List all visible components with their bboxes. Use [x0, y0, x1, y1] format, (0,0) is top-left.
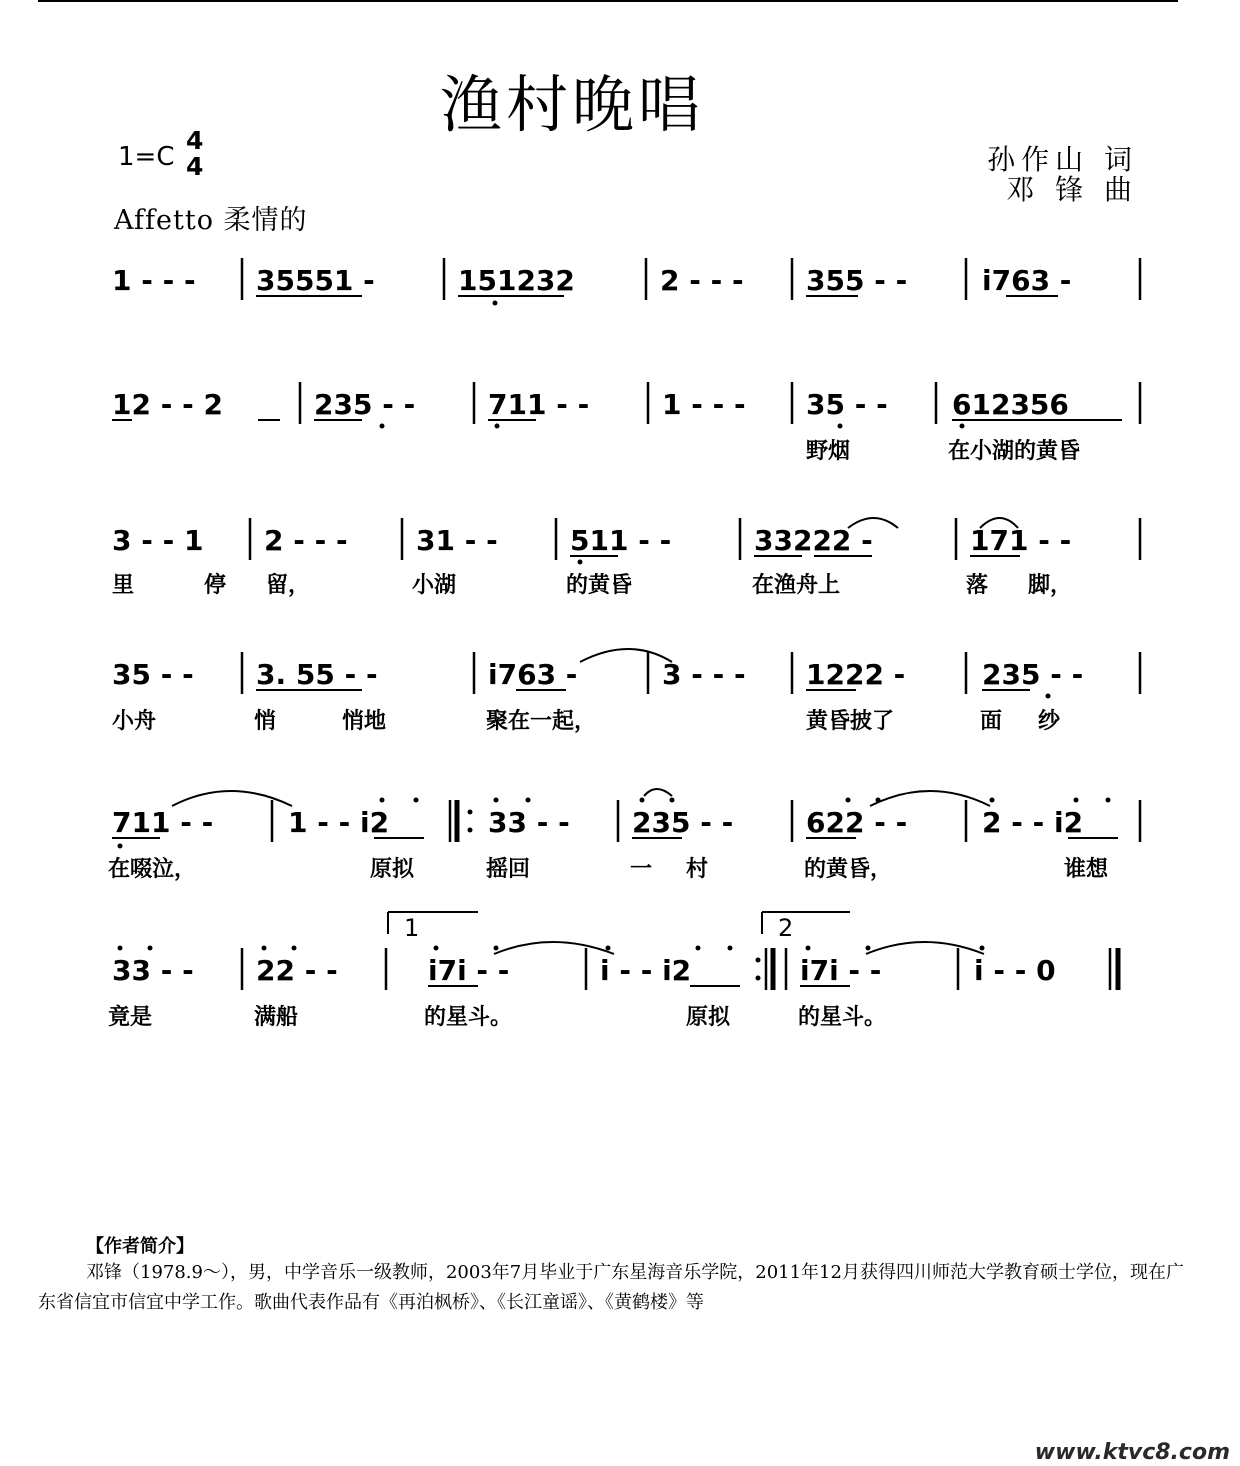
measure: i7i - - — [800, 954, 882, 987]
lyric: 停 — [204, 572, 227, 598]
tempo-marking: Affetto 柔情的 — [114, 205, 308, 236]
lyric: 小湖 — [412, 572, 457, 598]
lyric: 黄昏披了 — [806, 708, 895, 734]
lyric: 摇回 — [486, 856, 531, 882]
measure: i763 - — [488, 658, 578, 691]
lyric: 原拟 — [686, 1004, 731, 1030]
lyric: 一 — [630, 856, 653, 882]
measure: 22 - - — [256, 954, 338, 987]
lyric: 在啜泣， — [108, 856, 197, 882]
measure: 622 - - — [806, 806, 908, 839]
measure: 35 - - — [112, 658, 194, 691]
measure: 33 - - — [112, 954, 194, 987]
lyric: 村 — [686, 856, 709, 882]
measure: i - - i2 — [600, 954, 692, 987]
lyric: 留， — [266, 572, 311, 598]
lyric: 悄 — [254, 708, 277, 734]
lyricist-credit: 孙作山 词 — [987, 143, 1138, 176]
lyric: 的黄昏， — [804, 856, 893, 882]
lyric: 面 — [980, 708, 1003, 734]
bio-text: 邓锋（1978.9～），男，中学音乐一级教师，2003年7月毕业于广东星海音乐学院，2011年12月获得四川师范大学教育硕士学位，现在广东省信宜市信宜中学工作。歌曲代表作品有《再泊枫桥》、《长江童谣》、《黄鹤楼》等 — [38, 1262, 1184, 1313]
measure: 355 - - — [806, 264, 908, 297]
score-row-5 — [108, 789, 1140, 882]
lyric: 竟是 — [108, 1004, 153, 1030]
lyric: 的黄昏 — [566, 572, 633, 598]
time-sig-bottom: 4 — [186, 152, 204, 181]
lyric: 在渔舟上 — [752, 572, 841, 598]
lyric: 里 — [112, 572, 135, 598]
score-row-2 — [112, 382, 1140, 464]
measure: 35 - - — [806, 388, 888, 421]
volta-2-label: 2 — [778, 914, 794, 942]
lyric: 脚， — [1028, 572, 1073, 598]
score-row-4 — [112, 649, 1140, 734]
lyric: 悄地 — [342, 708, 387, 734]
lyric: 野烟 — [806, 438, 851, 464]
watermark: www.ktvc8.com — [1034, 1440, 1230, 1465]
measure: 35551 - — [256, 264, 375, 297]
measure: i - - 0 — [974, 954, 1056, 987]
lyric: 纱 — [1038, 708, 1061, 734]
measure: 33222 - — [754, 524, 873, 557]
measure: i763 - — [982, 264, 1072, 297]
score-row-3 — [112, 518, 1140, 598]
measure: 1 - - - — [112, 264, 196, 297]
lyric: 的星斗。 — [798, 1004, 887, 1030]
lyric: 落 — [966, 572, 989, 598]
measure: 31 - - — [416, 524, 498, 557]
lyric: 原拟 — [370, 856, 415, 882]
measure: 2 - - i2 — [982, 806, 1084, 839]
lyric: 的星斗。 — [424, 1004, 513, 1030]
measure: 33 - - — [488, 806, 570, 839]
measure: 511 - - — [570, 524, 672, 557]
time-sig-top: 4 — [186, 126, 204, 155]
lyric: 在小湖的黄昏 — [948, 438, 1081, 464]
score-row-1 — [112, 258, 1140, 306]
measure: 612356 — [952, 388, 1069, 421]
lyric: 谁想 — [1064, 856, 1109, 882]
measure: 235 - - — [982, 658, 1084, 691]
song-title: 渔村晚唱 — [440, 68, 705, 141]
bio-heading: 【作者简介】 — [86, 1236, 194, 1257]
measure: 1 - - i2 — [288, 806, 390, 839]
score-row-6 — [108, 912, 1118, 1030]
measure: 711 - - — [112, 806, 214, 839]
measure: 171 - - — [970, 524, 1072, 557]
measure: 235 - - — [314, 388, 416, 421]
measure: 2 - - - — [264, 524, 348, 557]
measure: 235 - - — [632, 806, 734, 839]
lyric: 满船 — [254, 1004, 299, 1030]
composer-credit: 邓 锋 曲 — [1006, 173, 1138, 206]
measure: i7i - - — [428, 954, 510, 987]
measure: 3 - - - — [662, 658, 746, 691]
measure: 3 - - 1 — [112, 524, 204, 557]
measure: 1222 - — [806, 658, 906, 691]
measure: 711 - - — [488, 388, 590, 421]
key-signature: 1=C — [118, 142, 175, 172]
volta-1-label: 1 — [404, 914, 420, 942]
measure: 151232 — [458, 264, 575, 297]
measure: 2 - - - — [660, 264, 744, 297]
measure: 3. 55 - - — [256, 658, 378, 691]
lyric: 小舟 — [112, 708, 157, 734]
measure: 1 - - - — [662, 388, 746, 421]
measure: 12 - - 2 — [112, 388, 223, 421]
lyric: 聚在一起， — [486, 708, 597, 734]
